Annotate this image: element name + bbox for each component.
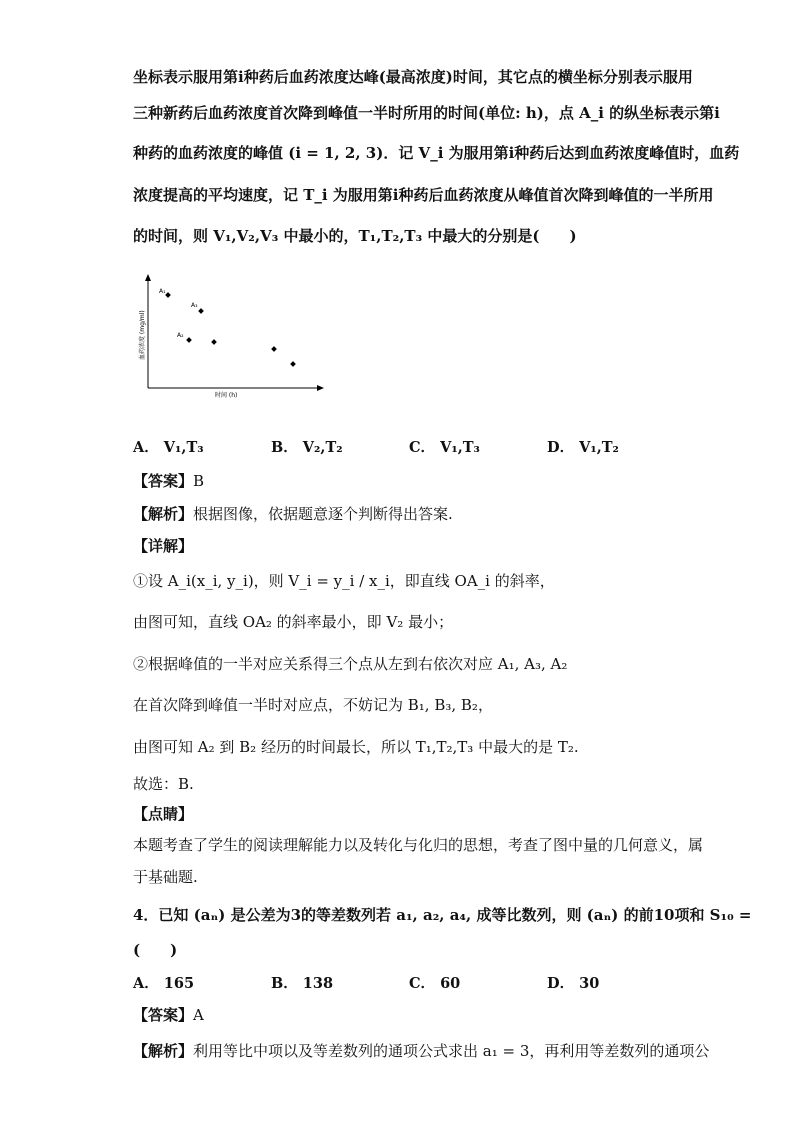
q3-stem-line-4: 浓度提高的平均速度，记 T_i 为服用第i种药后血药浓度从峰值首次降到峰值的一半所用 [133,186,714,204]
q4-option-a[interactable]: A． 165 [133,975,195,992]
q4-option-c[interactable]: C． 60 [409,975,461,992]
q3-option-c[interactable]: C． V₁,T₃ [409,439,480,456]
q3-stem-line-5: 的时间，则 V₁,V₂,V₃ 中最小的，T₁,T₂,T₃ 中最大的分别是( ) [133,227,577,245]
analysis-text: 根据图像，依据题意逐个判断得出答案. [193,505,453,523]
q3-option-a[interactable]: A． V₁,T₃ [133,439,204,456]
q3-figure [130,270,340,410]
q3-options [133,436,673,457]
q3-detail-tag [133,535,673,557]
q4-option-b[interactable]: B． 138 [271,975,334,992]
q4-answer-line [133,1004,673,1026]
label-a3: A₃ [191,302,198,309]
q4-options [133,972,673,993]
point-b1 [211,339,217,345]
q3-analysis-line [133,503,673,525]
q3-comment-1: 本题考查了学生的阅读理解能力以及转化与化归的思想，考查了图中量的几何意义，属 [133,836,704,854]
q3-detail-2: 由图可知，直线 OA₂ 的斜率最小，即 V₂ 最小； [133,613,454,631]
q3-stem-line-1: 坐标表示服用第i种药后血药浓度达峰(最高浓度)时间，其它点的横坐标分别表示服用 [133,68,693,86]
q4-stem-line-2: ( ) [133,941,178,959]
answer-value: B [193,472,205,490]
point-b3 [271,346,277,352]
x-axis-label: 时间 (h) [215,392,238,399]
q3-stem-line-3: 种药的血药浓度的峰值 (i = 1, 2, 3)．记 V_i 为服用第i种药后达到血药浓度峰值时，血药 [133,144,740,162]
point-a1 [165,292,171,298]
point-a3 [198,308,204,314]
q3-comment-2: 于基础题. [133,868,198,886]
q3-detail-4: 在首次降到峰值一半时对应点，不妨记为 B₁, B₃, B₂， [133,696,493,714]
q3-answer-line [133,470,673,492]
label-a2: A₂ [177,332,184,339]
q4-answer-value: A [193,1006,204,1024]
analysis-tag: 【解析】 [133,505,194,523]
comment-tag-text: 【点睛】 [133,805,194,823]
label-a1: A₁ [159,288,166,295]
q3-option-d[interactable]: D． V₁,T₂ [547,439,619,456]
q3-detail-6: 故选：B. [133,775,194,793]
q4-analysis-tag: 【解析】 [133,1042,194,1060]
point-b2 [290,361,296,367]
q3-option-b[interactable]: B． V₂,T₂ [271,439,343,456]
q4-analysis-text: 利用等比中项以及等差数列的通项公式求出 a₁ = 3，再利用等差数列的通项公 [193,1042,710,1060]
q3-comment-tag [133,803,673,825]
q4-stem-line-1: 4．已知 (aₙ) 是公差为3的等差数列若 a₁, a₂, a₄, 成等比数列，则 (aₙ) 的前10项和 S₁₀ = [133,906,752,924]
q3-detail-3: ②根据峰值的一半对应关系得三个点从左到右依次对应 A₁, A₃, A₂ [133,655,568,673]
q3-detail-1: ①设 A_i(x_i, y_i)，则 V_i = y_i / x_i，即直线 OA_i 的斜率， [133,572,555,590]
x-axis-arrow [317,385,324,391]
q4-option-d[interactable]: D． 30 [547,975,600,992]
q4-analysis-line [133,1040,710,1062]
q3-detail-5: 由图可知 A₂ 到 B₂ 经历的时间最长，所以 T₁,T₂,T₃ 中最大的是 T₂. [133,738,579,756]
y-axis-label: 血药浓度 (mg/ml) [139,310,146,360]
answer-tag: 【答案】 [133,472,194,490]
y-axis-arrow [145,274,151,281]
q4-answer-tag: 【答案】 [133,1006,194,1024]
q3-stem-line-2: 三种新药后血药浓度首次降到峰值一半时所用的时间(单位: h)，点 A_i 的纵坐标表示第i [133,104,720,122]
detail-tag-text: 【详解】 [133,537,194,555]
point-a2 [186,337,192,343]
